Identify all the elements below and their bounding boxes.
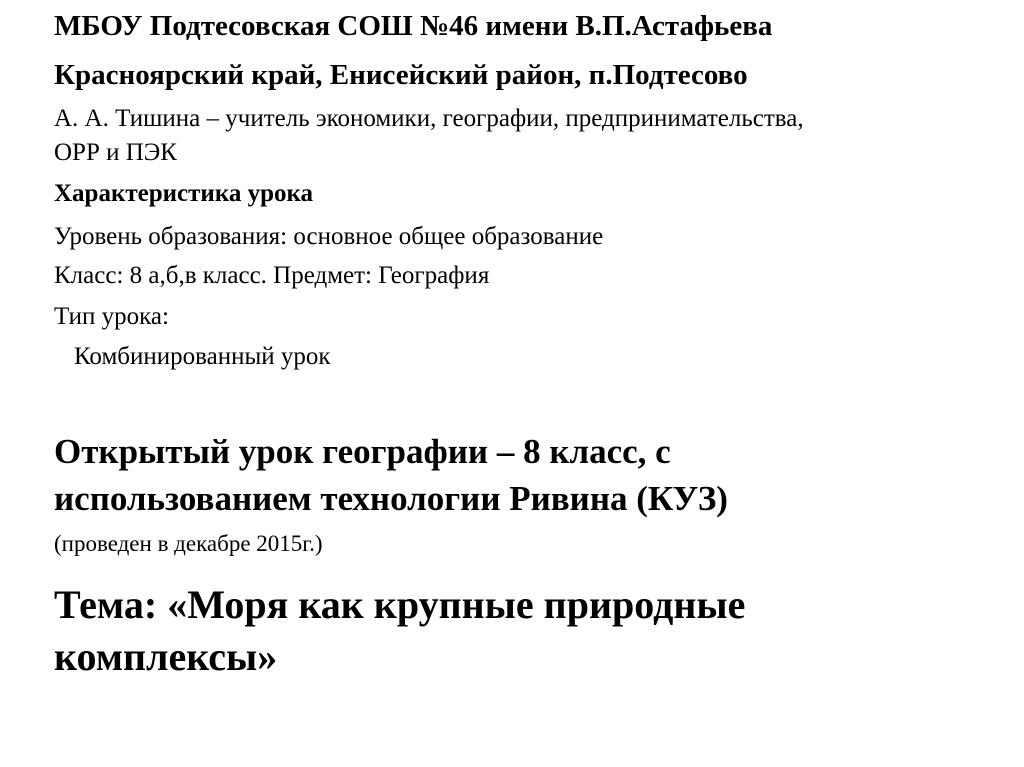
topic-line-1: Тема: «Моря как крупные природные: [54, 582, 746, 627]
school-name: МБОУ Подтесовская СОШ №46 имени В.П.Астафьева: [54, 10, 773, 42]
teacher-line-2: ОРР и ПЭК: [54, 139, 177, 166]
lesson-type-value: Комбинированный урок: [74, 343, 331, 370]
lesson-type-label: Тип урока:: [54, 303, 169, 330]
lesson-heading: Характеристика урока: [54, 180, 314, 207]
lesson-level: Уровень образования: основное общее образование: [54, 223, 604, 250]
lesson-class-subject: Класс: 8 а,б,в класс. Предмет: География: [54, 262, 490, 289]
school-location: Красноярский край, Енисейский район, п.Подтесово: [54, 59, 748, 91]
topic-line-2: комплексы»: [54, 634, 278, 679]
title-line-2: использованием технологии Ривина (КУЗ): [54, 479, 728, 518]
teacher-line-1: А. А. Тишина – учитель экономики, географии, предпринимательства,: [54, 105, 804, 132]
title-line-1: Открытый урок географии – 8 класс, с: [54, 432, 671, 471]
title-date: (проведен в декабре 2015г.): [54, 531, 323, 556]
